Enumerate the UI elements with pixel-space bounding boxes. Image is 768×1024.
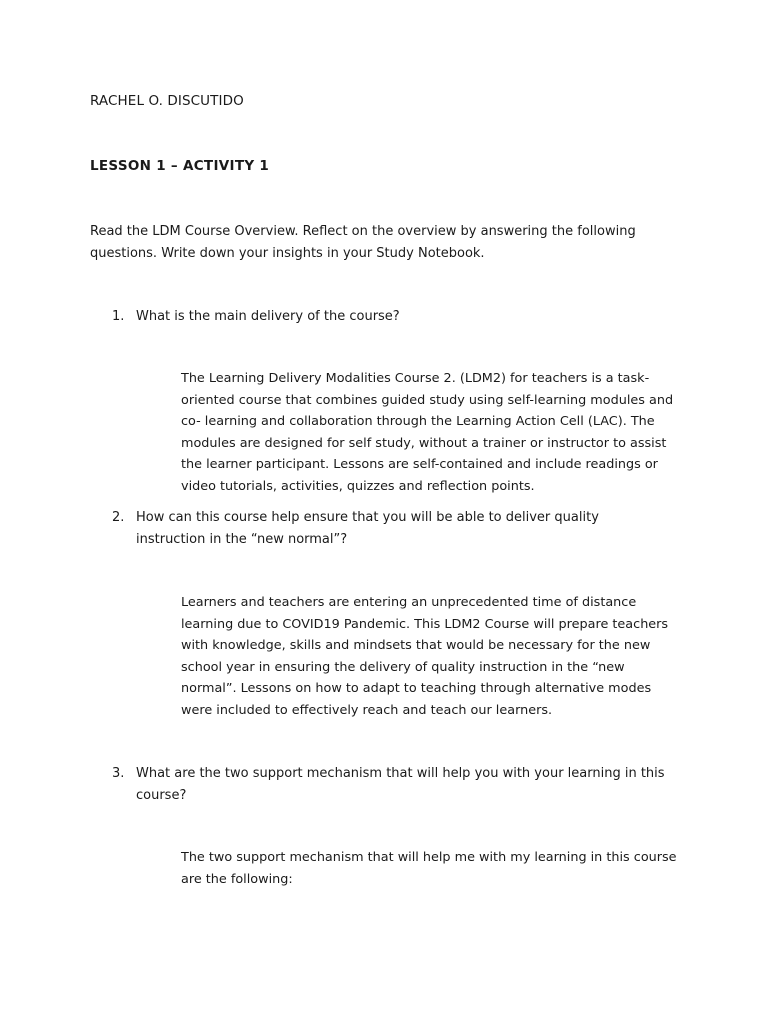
- question-number: 3.: [112, 766, 125, 781]
- question-text: What are the two support mechanism that will help you with your learning in this course?: [136, 766, 665, 803]
- intro-paragraph: Read the LDM Course Overview. Reflect on the overview by answering the following questions. Write down your insights in your Study Notebook.: [90, 224, 636, 261]
- question-3: [112, 763, 672, 806]
- question-number: 2.: [112, 510, 125, 525]
- answer-3: The two support mechanism that will help me with my learning in this course are the following:: [181, 850, 677, 887]
- answer-2: Learners and teachers are entering an unprecedented time of distance learning due to COVID19 Pandemic. This LDM2 Course will prepare teachers with knowledge, skills and mindsets that would be necessary for the new school year in ensuring the delivery of quality instruction in the “new normal”. Lessons on how to adapt to teaching through alternative modes were included to effectively reach and teach our learners.: [181, 595, 669, 718]
- question-text: How can this course help ensure that you will be able to deliver quality instruction in the “new normal”?: [136, 510, 599, 547]
- question-text: What is the main delivery of the course?: [136, 309, 400, 324]
- question-2: [112, 507, 672, 550]
- author-name: RACHEL O. DISCUTIDO: [90, 93, 244, 109]
- lesson-heading: LESSON 1 – ACTIVITY 1: [90, 158, 270, 174]
- question-1: [112, 306, 672, 328]
- question-number: 1.: [112, 309, 125, 324]
- answer-1: The Learning Delivery Modalities Course 2. (LDM2) for teachers is a task-oriented course that combines guided study using self-learning modules and co- learning and collaboration through the Learning Action Cell (LAC). The modules are designed for self study, without a trainer or instructor to assist the learner participant. Lessons are self-contained and include readings or video tutorials, activities, quizzes and reflection points.: [181, 371, 674, 494]
